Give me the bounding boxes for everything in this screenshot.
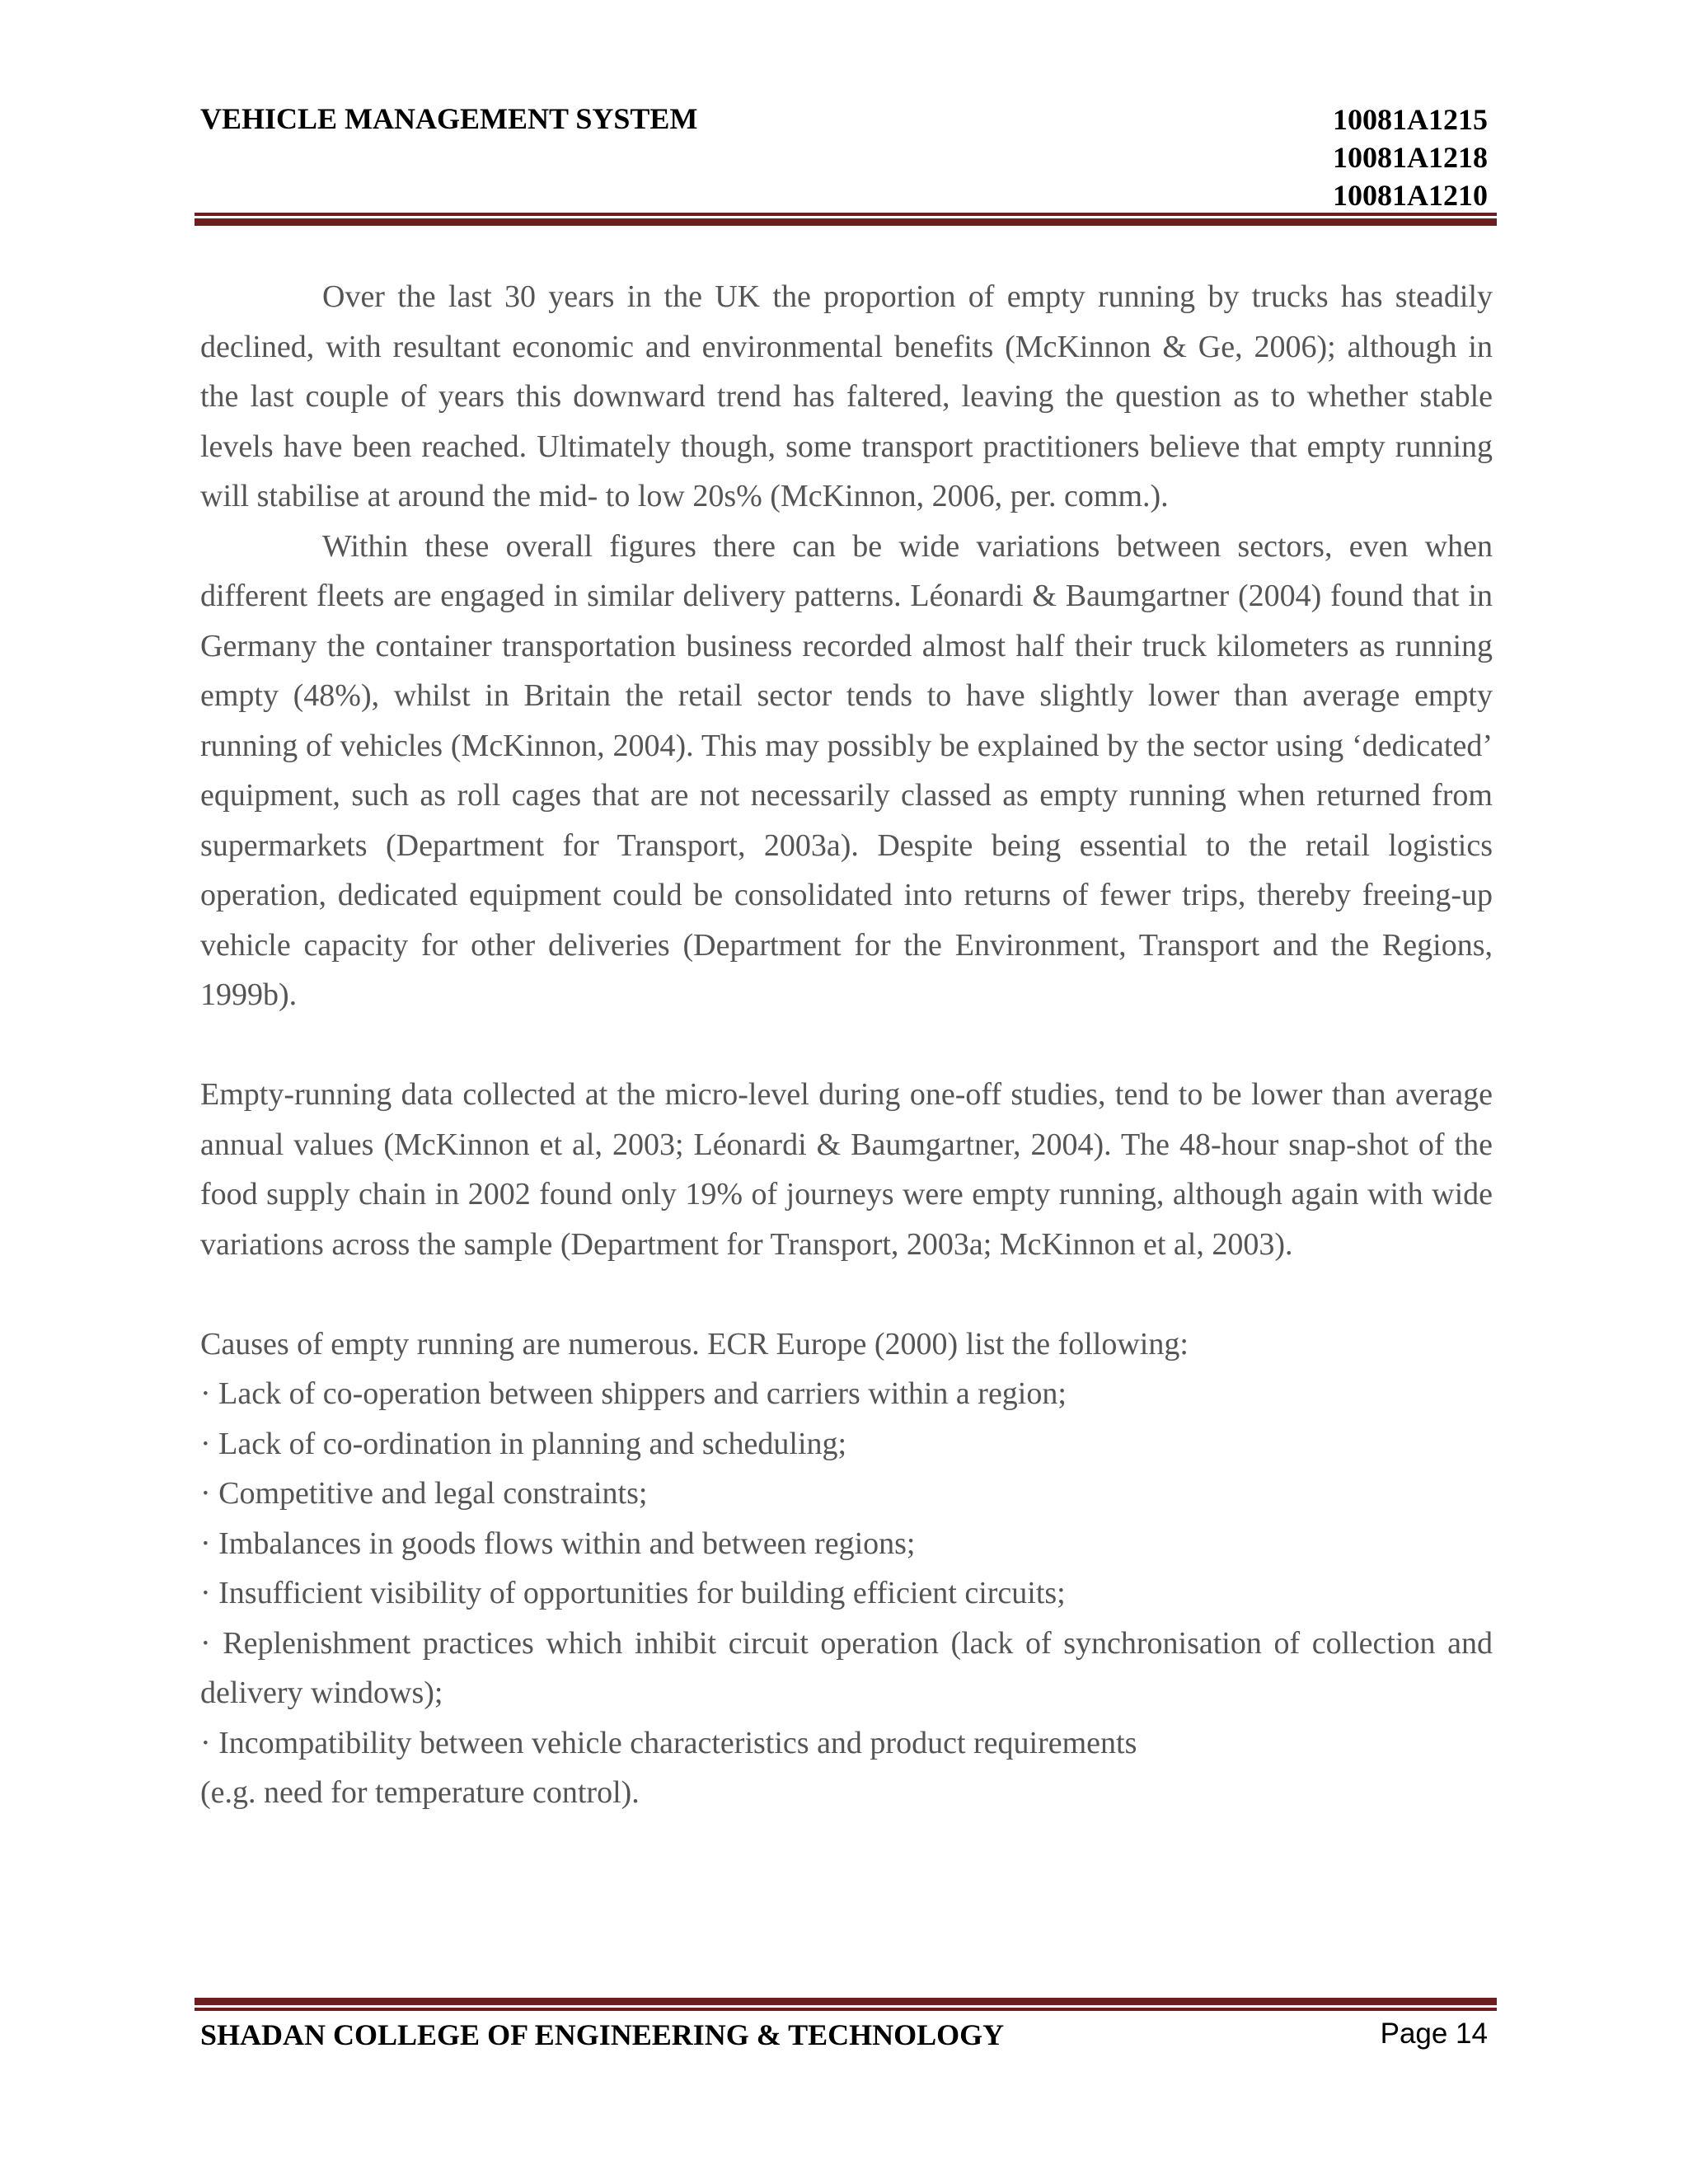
roll-number: 10081A1215 <box>1333 103 1488 136</box>
paragraph-gap <box>200 1269 1493 1319</box>
list-item: · Replenishment practices which inhibit circuit operation (lack of synchronisation of collection and delivery windows); <box>200 1625 1493 1710</box>
college-name: SHADAN COLLEGE OF ENGINEERING & TECHNOLOGY <box>200 2018 1005 2051</box>
roll-number: 10081A1218 <box>1333 141 1488 174</box>
paragraph-gap <box>200 1020 1493 1071</box>
list-item: · Imbalances in goods flows within and between regions; <box>200 1526 916 1561</box>
paragraph: Over the last 30 years in the UK the proportion of empty running by trucks has steadily declined, with resultant economic and environmental benefits (McKinnon & Ge, 2006); although in the last couple of years this downward trend has faltered, leaving the question as to whether stable levels have been reached. Ultimately though, some transport practitioners believe that empty running will stabilise at around the mid- to low 20s% (McKinnon, 2006, per. comm.). <box>200 279 1493 513</box>
roll-numbers <box>1333 101 1488 214</box>
list-item-continuation: (e.g. need for temperature control). <box>200 1775 640 1810</box>
header-rule-thin <box>195 213 1497 216</box>
list-item: · Lack of co-operation between shippers and carriers within a region; <box>200 1376 1067 1411</box>
list-item: · Insufficient visibility of opportunities for building efficient circuits; <box>200 1576 1066 1610</box>
page-body <box>200 272 1493 1818</box>
page-number: Page 14 <box>1380 2018 1488 2050</box>
list-item: · Lack of co-ordination in planning and scheduling; <box>200 1426 847 1461</box>
header-rule-thick <box>195 218 1497 226</box>
footer-rule-thick <box>195 1998 1497 2005</box>
paragraph: Within these overall figures there can be wide variations between sectors, even when different fleets are engaged in similar delivery patterns. Léonardi & Baumgartner (2004) found that in Germany the container transportation business recorded almost half their truck kilometers as running empty (48%), whilst in Britain the retail sector tends to have slightly lower than average empty running of vehicles (McKinnon, 2004). This may possibly be explained by the sector using ‘dedicated’ equipment, such as roll cages that are not necessarily classed as empty running when returned from supermarkets (Department for Transport, 2003a). Despite being essential to the retail logistics operation, dedicated equipment could be consolidated into returns of fewer trips, thereby freeing-up vehicle capacity for other deliveries (Department for the Environment, Transport and the Regions, 1999b). <box>200 528 1493 1012</box>
footer-rule-thin <box>195 2008 1497 2011</box>
document-title: VEHICLE MANAGEMENT SYSTEM <box>200 102 698 135</box>
roll-number: 10081A1210 <box>1333 179 1488 212</box>
list-item: · Competitive and legal constraints; <box>200 1476 648 1511</box>
paragraph: Empty-running data collected at the micro-level during one-off studies, tend to be lower than average annual values (McKinnon et al, 2003; Léonardi & Baumgartner, 2004). The 48-hour snap-shot of the food supply chain in 2002 found only 19% of journeys were empty running, although again with wide variations across the sample (Department for Transport, 2003a; McKinnon et al, 2003). <box>200 1077 1493 1262</box>
causes-intro: Causes of empty running are numerous. ECR Europe (2000) list the following: <box>200 1326 1189 1361</box>
list-item: · Incompatibility between vehicle characteristics and product requirements <box>200 1725 1137 1760</box>
